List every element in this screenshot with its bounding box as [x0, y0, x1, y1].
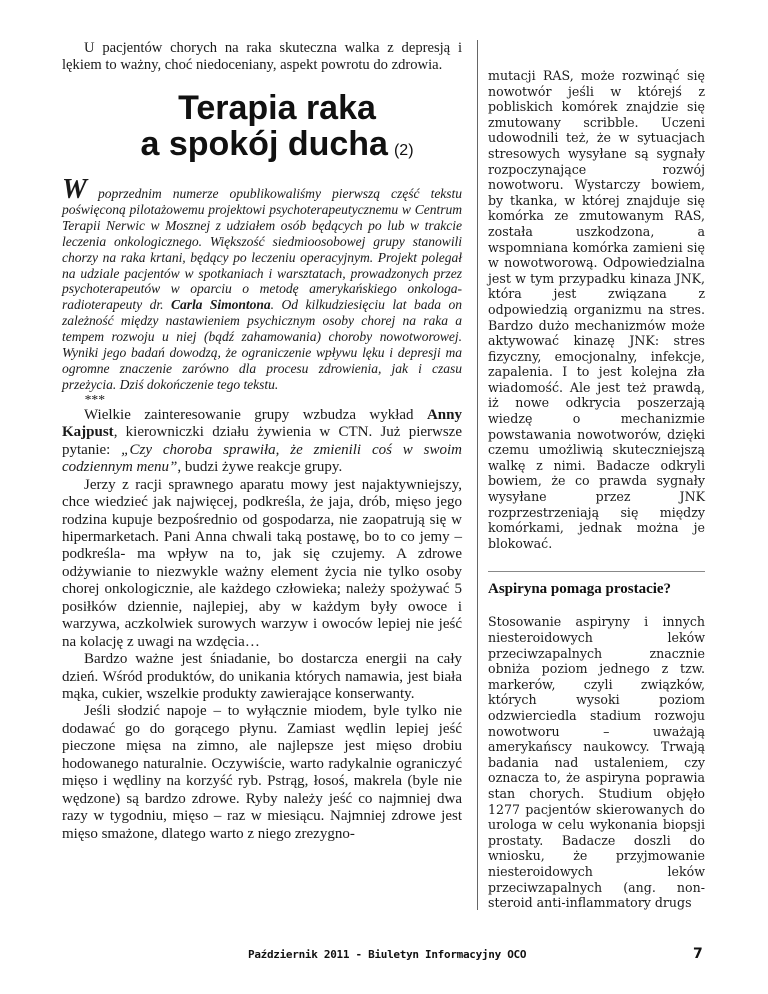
p1-quote: „Czy choroba sprawiła, że zmienili coś w swoim codziennym menu” [62, 441, 462, 476]
body-paragraph-2: Jerzy z racji sprawnego aparatu mowy jest najaktywniejszy, chce wiedzieć jak najwięcej, podkreśla, że jaja, drób, mięso jego rodzina kupuje bezpośrednio od gospodarza, nie zaopatrują się w hipermarketach. Pani Anna chwali taką postawę, bo to co jemy – podkreśla- ma wpływ na to, jak się czujemy. A zdrowe odżywianie to niezwykle ważny element życia nie tylko osoby chorej onkologicznie, ale każdego człowieka; należy spożywać 5 posiłków dziennie, najlepiej, aby w każdym były owoce i warzywa, aczkolwiek surowych warzyw i owoców lepiej nie jeść na kolację z uwagi na wzdęcia… [62, 476, 462, 650]
right-paragraph-2: Stosowanie aspiryny i innych niesteroidowych leków przeciwzapalnych znacznie obniża poziom jednego z tzw. markerów, czyli związków, których wysoki poziom odzwierciedla stadium rozwoju nowotworu – uważają amerykańscy naukowcy. Trwają badania nad ustaleniem, czy oznacza to, że aspiryna poprawia stan chorych. Studium objęło 1277 pacjentów skierowanych do urologa w celu wykonania biopsji prostaty. Badacze doszli do wniosku, że przyjmowanie niesteroidowych leków przeciwzapalnych (ang. non-steroid anti-inflammatory drugs [488, 614, 705, 911]
lead-text-a: poprzednim numerze opublikowaliśmy pierwszą część tekstu poświęconą pilotażowemu projektowi psychoterapeutycznemu w Centrum Terapii Nerwic w Mosznej z udziałem osób będących po lub w trakcie leczenia onkologicznego. Większość siedmioosobowej grupy stanowili chorzy na raka krtani, będący po leczeniu operacyjnym. Projekt polegał na udziale pacjentów w spotkaniach i warsztatach, prowadzonych przez psychoterapeutów w oparciu o metodę amerykańskiego onkologa-radioterapeuty dr. [62, 186, 462, 313]
body-paragraph-4: Jeśli słodzić napoje – to wyłącznie miodem, byle tylko nie dodawać go do gorącego płynu. Zamiast wędlin lepiej jeść pieczone mięsa na zimno, ale najlepsze jest mięso drobiu hodowanego naturalnie. Oczywiście, warto radykalnie ograniczyć mięso i wędliny na korzyść ryb. Pstrąg, łosoś, makrela (byle nie wędzone) są bardzo zdrowe. Ryby należy jeść co najmniej dwa razy w tygodniu, mięso – raz w miesiącu. Najmniej zdrowe jest mięso smażone, dlatego warto z niego zrezygno- [62, 703, 462, 842]
p1-name: Anny Kajpust [62, 406, 462, 441]
page-number: 7 [693, 946, 703, 962]
title-line-2 [92, 126, 462, 169]
lead-dropcap: W [62, 174, 87, 205]
right-column [488, 68, 705, 911]
title-part-number: (2) [393, 142, 414, 159]
lead-paragraph [62, 174, 463, 393]
footer-publication: Październik 2011 - Biuletyn Informacyjny OCO [248, 948, 527, 961]
lead-text-b: . Od kilkudziesięciu lat bada on zależność między nastawieniem psychicznym osoby chorej na raka a tempem rozwoju u niej (bądź zahamowania) choroby nowotworowej. Wyniki jego badań dowodzą, że ograniczenie wpływu lęku i depresji ma ogromne znaczenie zarówno dla procesu zdrowienia, jak i czasu przeżycia. Dziś dokończenie tego tekstu. [62, 297, 463, 392]
lead-name: Carla Simontona [170, 297, 271, 313]
column-divider [477, 40, 478, 910]
left-column [62, 40, 462, 843]
body-paragraph-3: Bardzo ważne jest śniadanie, bo dostarcza energii na cały dzień. Wśród produktów, do unikania których namawia, jest biała mąka, cukier, wszelkie produkty zawierające konserwanty. [62, 651, 462, 703]
p1-text-c: , budzi żywe reakcje grupy. [177, 459, 343, 476]
right-paragraph-1: mutacji RAS, może rozwinąć się nowotwór jeśli w którejś z pobliskich komórek znajdzie się zmutowany scribble. Uczeni udowodnili też, że w sytuacjach stresowych wysyłane są sygnały rozpoczynające rozwój nowotworu. Wystarczy bowiem, by tkanka, w której znajduje się komórka ze zmutowanym RAS, została uszkodzona, a wspomniana komórka zamieni się w nowotworową. Odpowiedzialna jest w tym przypadku kinaza JNK, która jest związana z odpowiedzią organizmu na stres. Bardzo dużo mechanizmów może aktywować kinazę JNK: stres fizyczny, emocjonalny, infekcje, zapalenia. I to jest kolejna zła wiadomość. Ale jest też prawdą, iż nowe odkrycia poszerzają wiedzę o mechanizmie powstawania nowotworów, dzięki czemu umożliwią skuteczniejszą walkę z nimi. Badacze odkryli bowiem, że co prawda sygnały wysyłane przez JNK rozprzestrzeniają się między komórkami, jednak można je blokować. [488, 68, 705, 551]
title-line-2-text: a spokój ducha [140, 125, 388, 163]
section-separator: *** [84, 391, 105, 407]
title-line-1: Terapia raka [178, 89, 376, 127]
article-title [62, 90, 462, 169]
p1-text-a: Wielkie zainteresowanie grupy wzbudza wykład [84, 406, 427, 423]
section-heading: Aspiryna pomaga prostacie? [488, 571, 705, 598]
body-paragraph-1 [62, 407, 462, 477]
p1-text-b: , kierowniczki działu żywienia w CTN. Już pierwsze pytanie: [62, 424, 462, 458]
intro-paragraph: U pacjentów chorych na raka skuteczna walka z depresją i lękiem to ważny, choć niedoceniany, aspekt powrotu do zdrowia. [62, 40, 462, 73]
page-footer [0, 948, 768, 978]
